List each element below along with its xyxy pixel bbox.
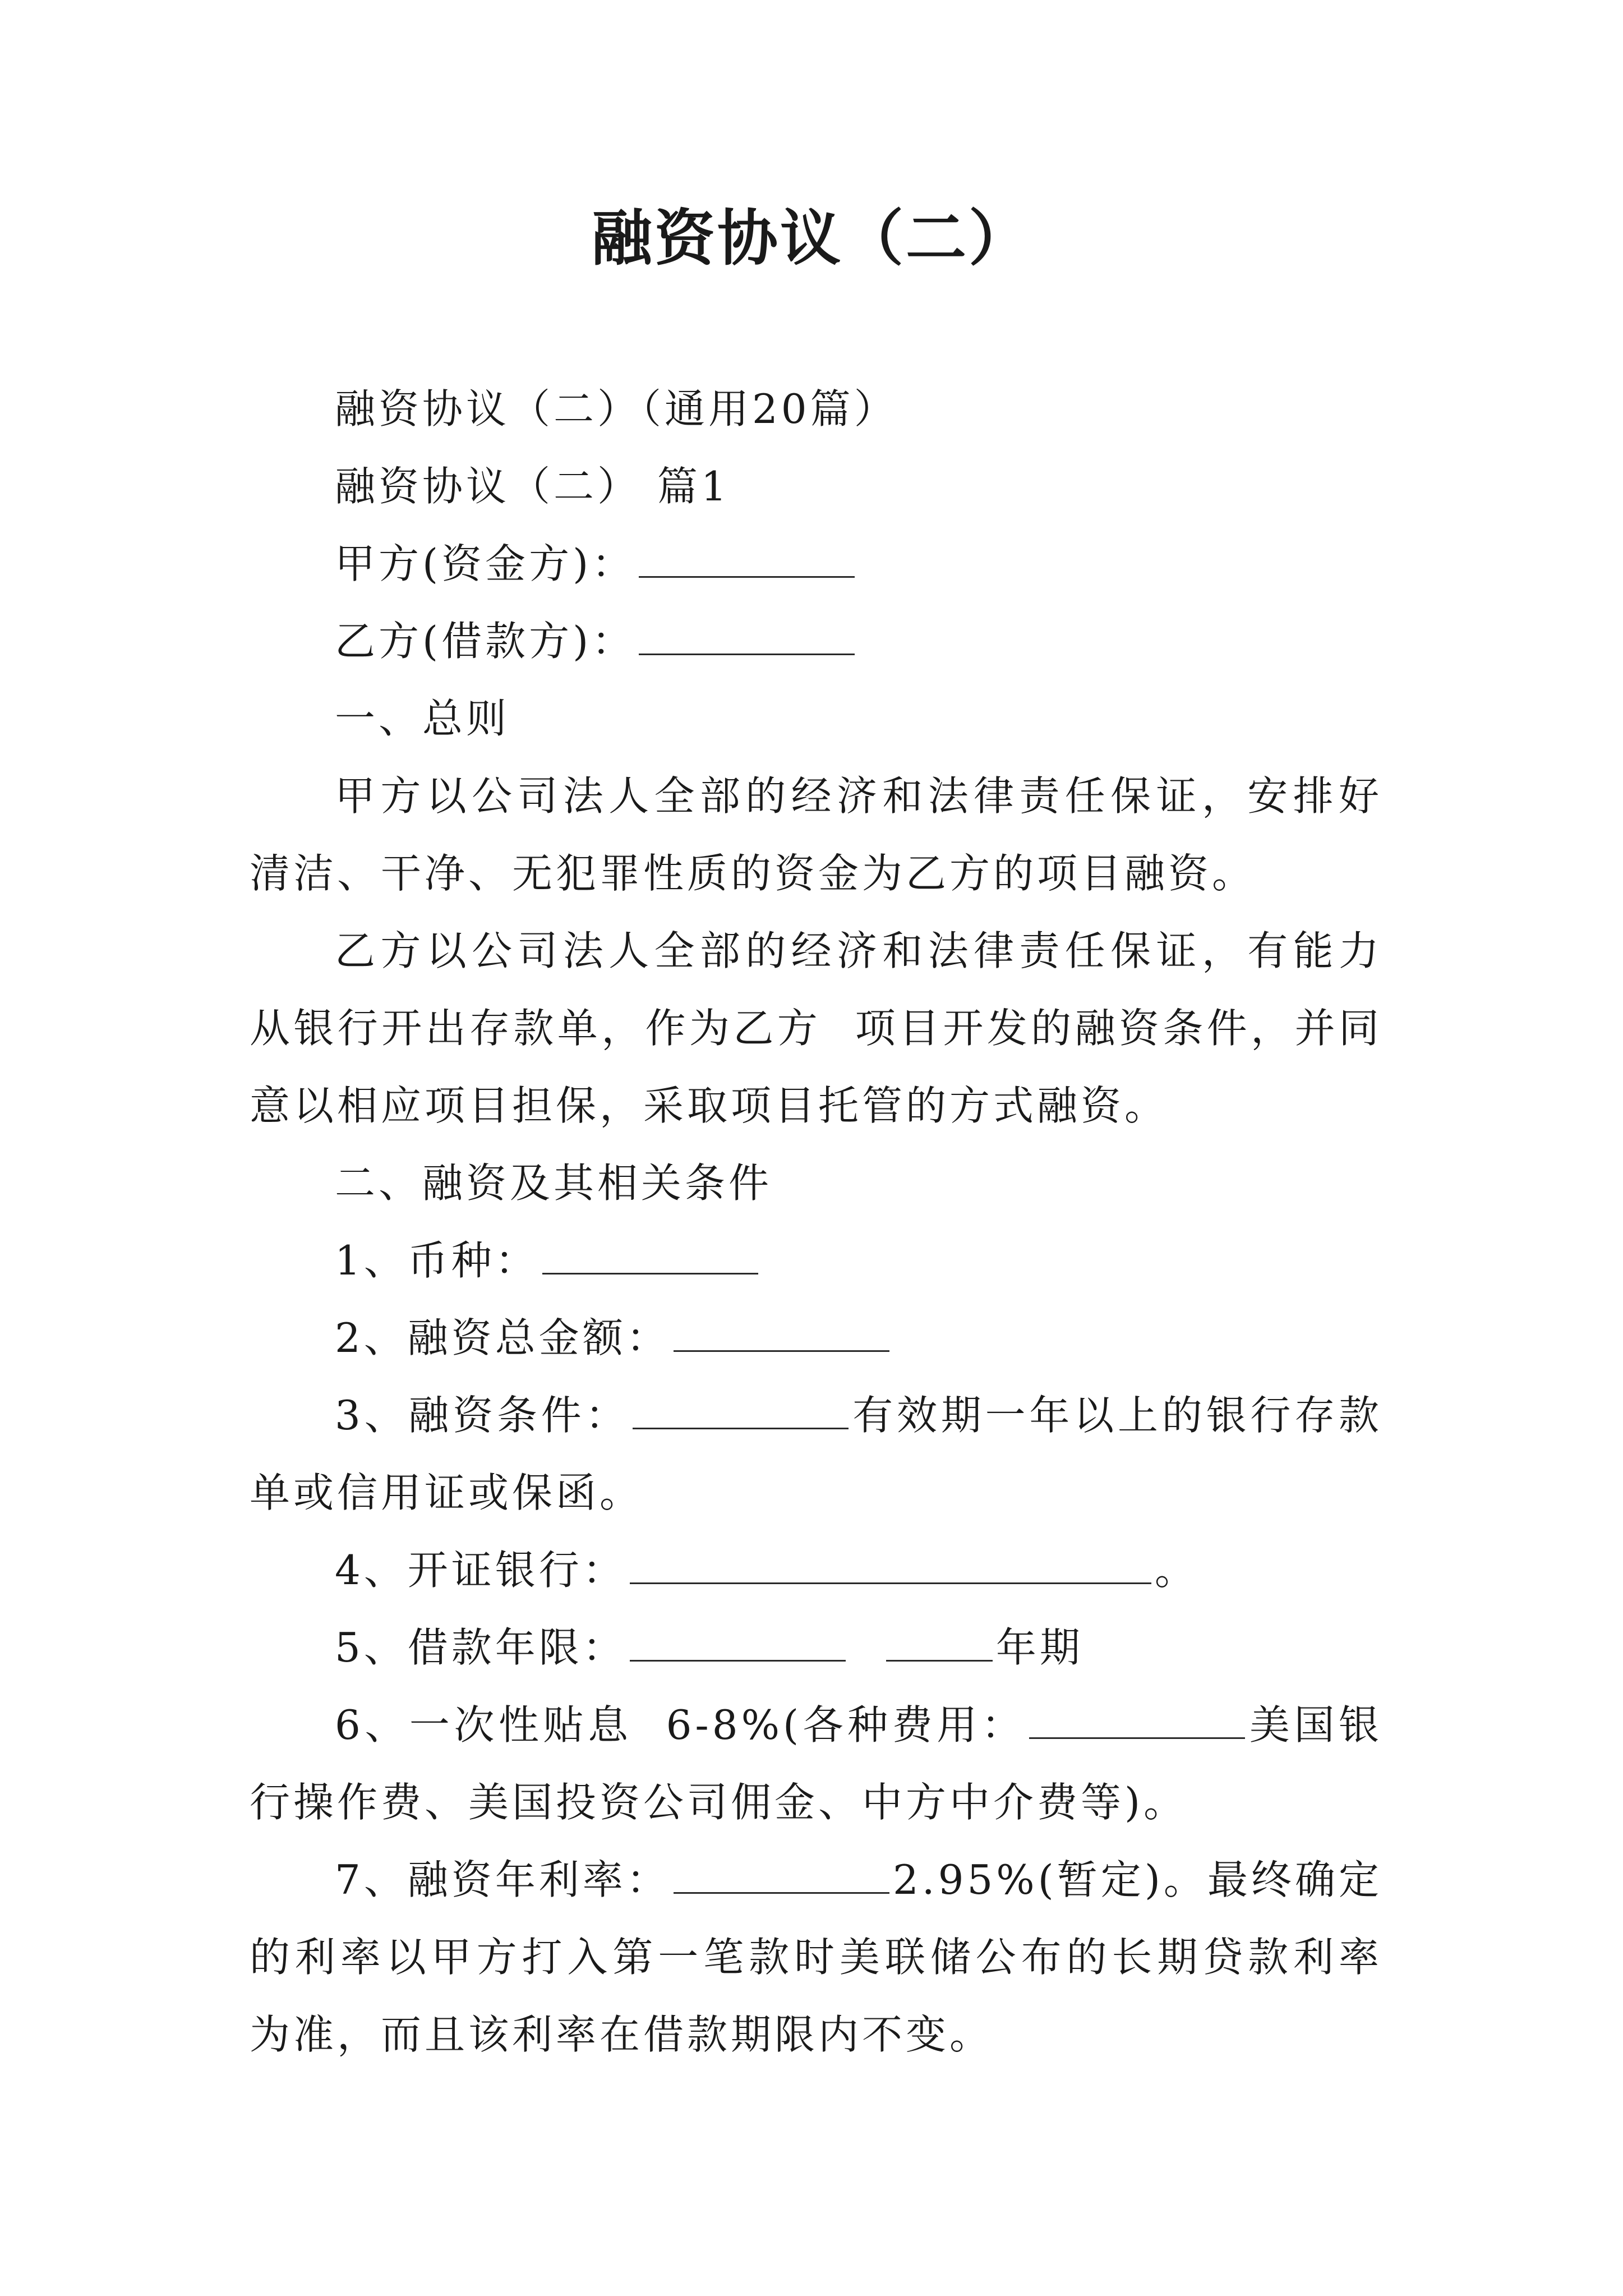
item-5-text: 年期 <box>995 1624 1083 1671</box>
party-b-blank <box>639 617 855 655</box>
item-1-label: 1、币种： <box>335 1237 539 1284</box>
party-a-blank <box>639 540 855 578</box>
item-2-blank <box>674 1314 889 1352</box>
document-body <box>250 370 1382 2073</box>
section1-paragraph-2 <box>250 912 1382 1144</box>
item-5-blank-1 <box>630 1623 846 1662</box>
item-6-rate: 6-8%(各种费用： <box>666 1701 1026 1749</box>
party-b-line <box>250 602 1382 680</box>
item-5-blank-2 <box>886 1623 993 1662</box>
item-7-text: 2.95%(暂定)。最终确定的利率以甲方打入第一笔款时美联储公布的长期贷款利率为准，而且该利率在借款期限内不变。 <box>250 1856 1382 2058</box>
item-2 <box>250 1299 1382 1377</box>
section2-heading: 二、融资及其相关条件 <box>335 1159 773 1207</box>
party-b-label: 乙方(借款方)： <box>335 618 636 665</box>
section1-heading: 一、总则 <box>335 695 510 742</box>
item-7-label: 7、融资年利率： <box>335 1856 670 1903</box>
item-4-end: 。 <box>1154 1547 1198 1594</box>
item-6 <box>250 1686 1382 1841</box>
party-a-line <box>250 525 1382 602</box>
section1-p2-part-b: 项目开发的融资条件，并同意以相应项目担保，采取项目托管的方式融资。 <box>250 1005 1382 1129</box>
item-6-blank <box>1029 1701 1245 1739</box>
section1-paragraph-1: 甲方以公司法人全部的经济和法律责任保证，安排好清洁、干净、无犯罪性质的资金为乙方的项目融资。 <box>250 772 1382 897</box>
item-7-blank <box>674 1856 889 1894</box>
collection-line: 融资协议（二）（通用20篇） <box>335 385 898 432</box>
item-6-label: 6、一次性贴息 <box>335 1701 633 1749</box>
item-4-label: 4、开证银行： <box>335 1547 626 1594</box>
item-3-text: 有效期一年以上的银行存款单或信用证或保函。 <box>250 1392 1382 1516</box>
item-3-label: 3、融资条件： <box>335 1392 630 1439</box>
item-1 <box>250 1222 1382 1299</box>
chapter-line: 融资协议（二） 篇1 <box>335 463 730 510</box>
item-1-blank <box>542 1236 758 1274</box>
item-5 <box>250 1609 1382 1686</box>
item-4-blank <box>630 1546 1151 1584</box>
document-title: 融资协议（二） <box>591 203 1031 274</box>
item-6-text: 美国银行操作费、美国投资公司佣金、中方中介费等)。 <box>250 1701 1382 1826</box>
party-a-label: 甲方(资金方)： <box>335 540 636 587</box>
item-4 <box>250 1531 1382 1609</box>
item-3-blank <box>633 1391 849 1429</box>
section1-p2-part-a: 乙方以公司法人全部的经济和法律责任保证，有能力从银行开出存款单，作为乙方 <box>250 927 1382 1052</box>
item-2-label: 2、融资总金额： <box>335 1314 670 1361</box>
item-5-label: 5、借款年限： <box>335 1624 626 1671</box>
item-7 <box>250 1841 1382 2073</box>
item-3 <box>250 1377 1382 1531</box>
